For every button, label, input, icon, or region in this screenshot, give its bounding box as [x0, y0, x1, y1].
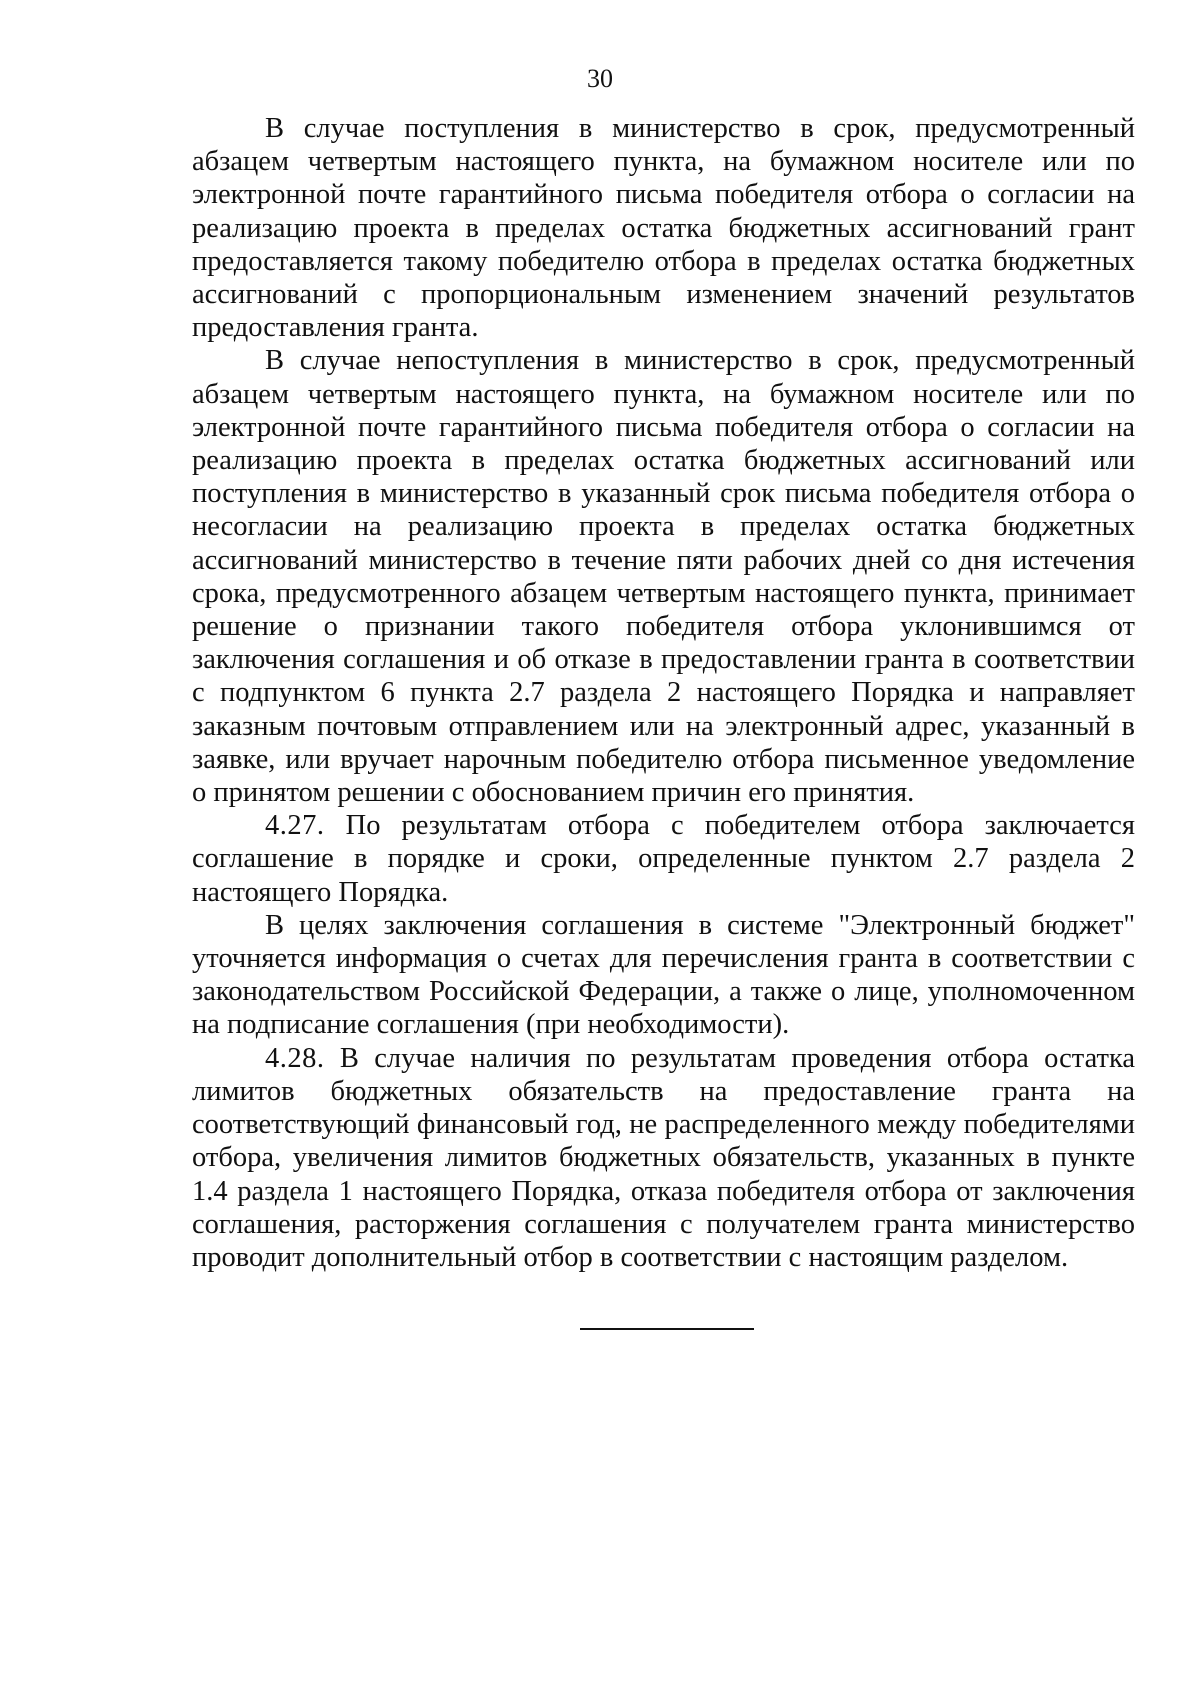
paragraph-text: По результатам отбора с победителем отбора заключается соглашение в порядке и сроки, определенные пунктом 2.7 раздела 2 настоящего Порядка.: [192, 810, 1135, 908]
paragraph-text: В случае непоступления в министерство в срок, предусмотренный абзацем четвертым настоящего пункта, на бумажном носителе или по электронной почте гарантийного письма победителя отбора о согласии на реализацию проекта в пределах остатка бюджетных ассигнований или поступления в министерство в указанный срок письма победителя отбора о несогласии на реализацию проекта в пределах остатка бюджетных ассигнований министерство в течение пяти рабочих дней со дня истечения срока, предусмотренного абзацем четвертым настоящего пункта, принимает решение о признании такого победителя отбора уклонившимся от заключения соглашения и об отказе в предоставлении гранта в соответствии с подпунктом 6 пункта 2.7 раздела 2 настоящего Порядка и направляет заказным почтовым отправлением или на электронный адрес, указанный в заявке, или вручает нарочным победителю отбора письменное уведомление о принятом решении с обоснованием причин его принятия.: [192, 345, 1135, 809]
paragraph: [192, 909, 1135, 1042]
paragraph-text: В случае поступления в министерство в срок, предусмотренный абзацем четвертым настоящего пункта, на бумажном носителе или по электронной почте гарантийного письма победителя отбора о согласии на реализацию проекта в пределах остатка бюджетных ассигнований грант предоставляется такому победителю отбора в пределах остатка бюджетных ассигнований с пропорциональным изменением значений результатов предоставления гранта.: [192, 113, 1135, 344]
clause-number: 4.27.: [265, 810, 325, 842]
paragraph: [192, 112, 1135, 344]
clause-4-27: [192, 809, 1135, 909]
page-number: 30: [587, 64, 613, 93]
paragraph-text: В целях заключения соглашения в системе "Электронный бюджет" уточняется информация о счетах для перечисления гранта в соответствии с законодательством Российской Федерации, а также о лице, уполномоченном на подписание соглашения (при необходимости).: [192, 909, 1135, 1041]
paragraph-text: В случае наличия по результатам проведения отбора остатка лимитов бюджетных обязательств на предоставление гранта на соответствующий финансовый год, не распределенного между победителями отбора, увеличения лимитов бюджетных обязательств, указанных в пункте 1.4 раздела 1 настоящего Порядка, отказа победителя отбора от заключения соглашения, расторжения соглашения с получателем гранта министерство проводит дополнительный отбор в соответствии с настоящим разделом.: [192, 1042, 1136, 1273]
clause-number: 4.28.: [265, 1042, 325, 1074]
document-body: [192, 112, 1135, 1274]
clause-4-28: [192, 1042, 1135, 1274]
end-of-text-rule: [580, 1328, 754, 1330]
paragraph: [192, 344, 1135, 809]
